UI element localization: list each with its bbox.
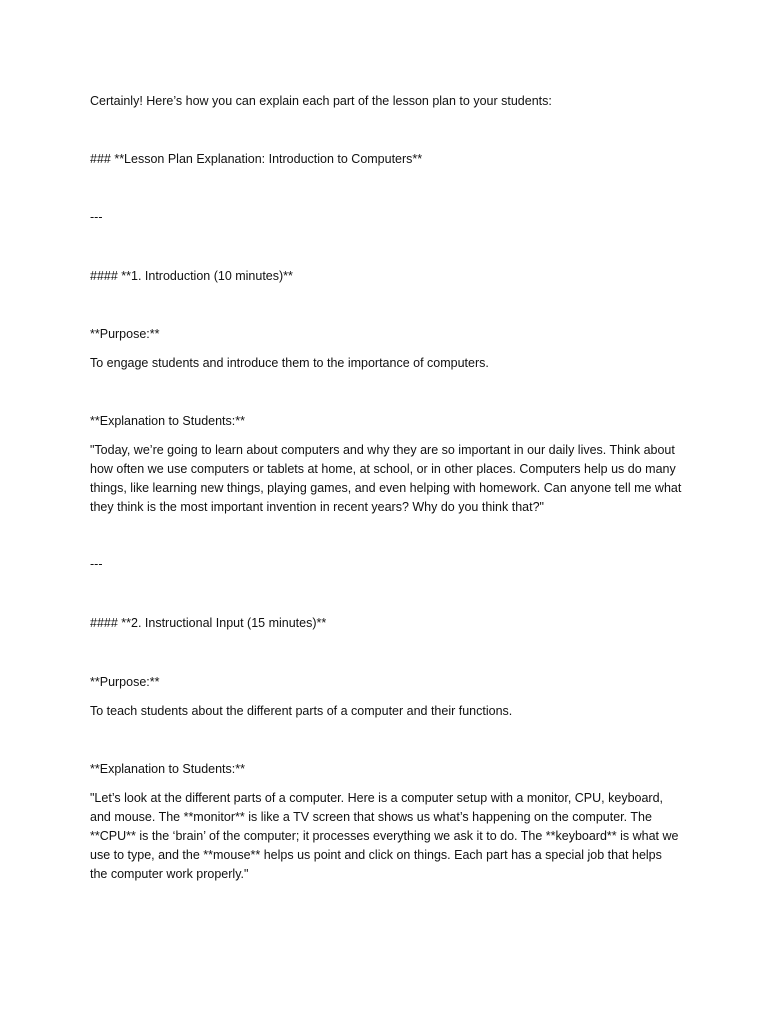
section-1-heading: #### **1. Introduction (10 minutes)**	[90, 269, 293, 283]
section-2-purpose-label: **Purpose:**	[90, 675, 160, 689]
section-2-purpose-text: To teach students about the different parts of a computer and their functions.	[90, 704, 513, 718]
section-1-explanation-text: "Today, we’re going to learn about computers and why they are so important in our daily lives. Think about how often we use computers or tablets at home, at school, or in other places. Computers help us do many things, like learning new things, playing games, and even helping with homework. Can anyone tell me what they think is the most important invention in recent years? Why do you think that?"	[90, 443, 682, 514]
section-2-explanation-label: **Explanation to Students:**	[90, 762, 245, 776]
section-2-explanation-text: "Let’s look at the different parts of a computer. Here is a computer setup with a monitor, CPU, keyboard, and mouse. The **monitor** is like a TV screen that shows us what’s happening on the computer. The **CPU** is the ‘brain’ of the computer; it processes everything we ask it to do. The **keyboard** is what we use to type, and the **mouse** helps us point and click on things. Each part has a special job that helps the computer work properly."	[90, 791, 679, 881]
document-title: ### **Lesson Plan Explanation: Introduction to Computers**	[90, 152, 423, 166]
section-1-explanation-label: **Explanation to Students:**	[90, 414, 245, 428]
section-2-heading: #### **2. Instructional Input (15 minutes)**	[90, 616, 327, 630]
separator: ---	[90, 210, 103, 224]
section-1-purpose-label: **Purpose:**	[90, 327, 160, 341]
intro-text: Certainly! Here’s how you can explain each part of the lesson plan to your students:	[90, 94, 552, 108]
section-1-purpose-text: To engage students and introduce them to the importance of computers.	[90, 356, 489, 370]
separator: ---	[90, 557, 103, 571]
